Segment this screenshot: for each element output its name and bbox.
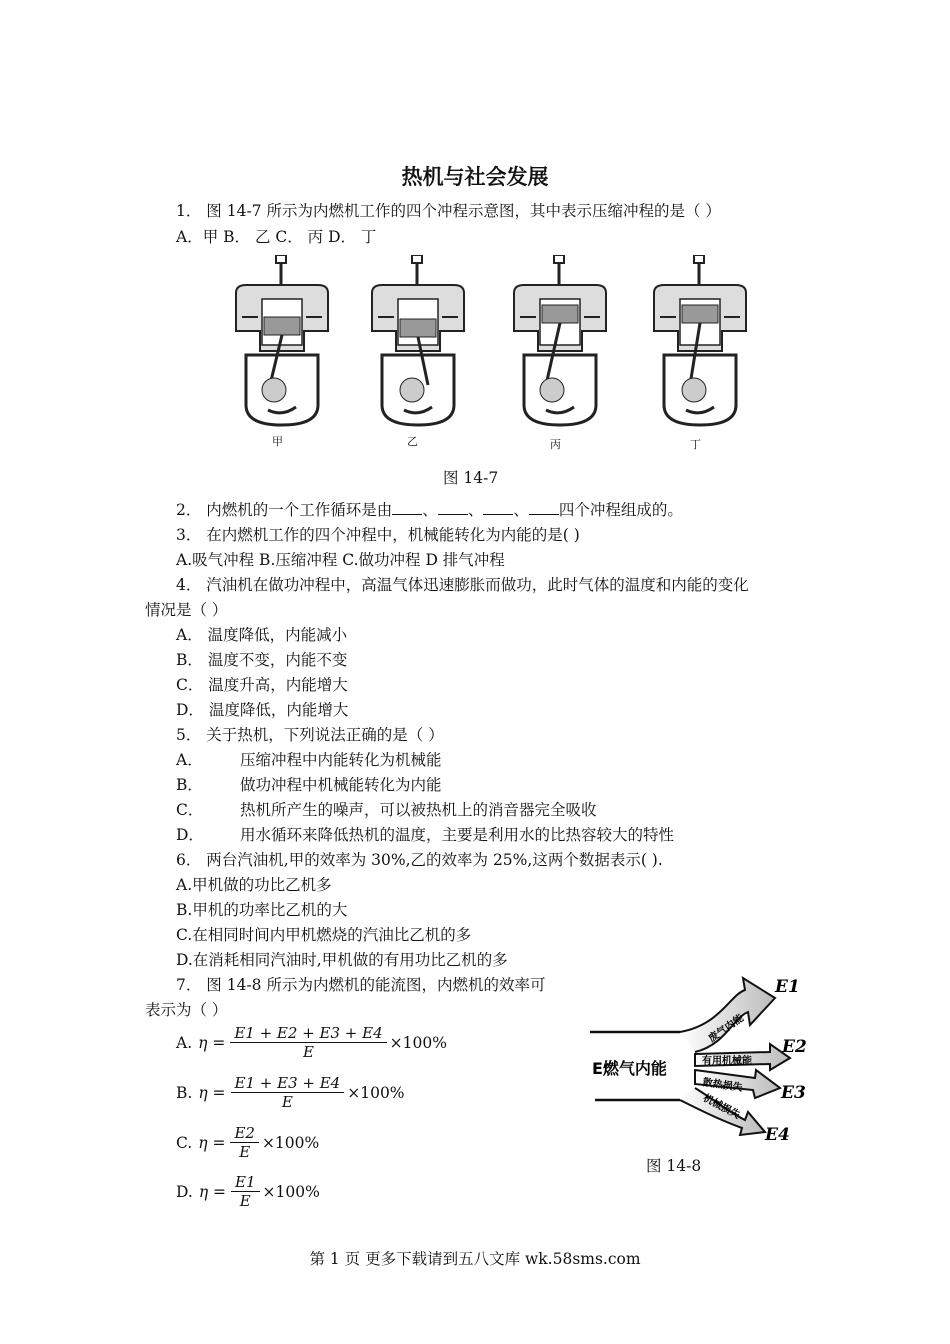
figure-caption-14-7: 图 14-7 <box>443 469 499 487</box>
q7-option-d <box>176 1173 320 1210</box>
flow-source-label: E燃气内能 <box>592 1059 667 1078</box>
fraction <box>230 1024 386 1061</box>
numerator: E1 + E3 + E4 <box>231 1074 345 1093</box>
engine-diagram-jia <box>232 255 332 430</box>
numerator: E1 + E2 + E3 + E4 <box>230 1024 386 1043</box>
output-e4: E4 <box>765 1125 790 1145</box>
percent-suffix: ×100% <box>347 1083 405 1102</box>
q6-option-a: A.甲机做的功比乙机多 <box>176 876 332 894</box>
engine-label-ding: 丁 <box>690 438 701 451</box>
eta-symbol: η = <box>198 1083 226 1102</box>
q1-options: A．甲 B． 乙 C． 丙 D． 丁 <box>176 228 377 246</box>
fraction <box>231 1173 260 1210</box>
q4-option-a: A． 温度降低，内能减小 <box>176 626 348 644</box>
q5-letter-a: A． <box>176 751 203 769</box>
numerator: E2 <box>230 1124 259 1143</box>
answer-blank[interactable] <box>483 500 513 515</box>
flow-label-exhaust: 废气内能 <box>706 1012 746 1045</box>
q3-options: A.吸气冲程 B.压缩冲程 C.做功冲程 D 排气冲程 <box>176 551 505 569</box>
denominator: E <box>239 1192 251 1210</box>
q6-option-c: C.在相同时间内甲机燃烧的汽油比乙机的多 <box>176 926 472 944</box>
q5-option-d: 用水循环来降低热机的温度，主要是利用水的比热容较大的特性 <box>240 826 675 844</box>
page-footer: 第 1 页 更多下载请到五八文库 wk.58sms.com <box>309 1250 641 1268</box>
answer-blank[interactable] <box>438 500 468 515</box>
q5-option-c: 热机所产生的噪声，可以被热机上的消音器完全吸收 <box>240 801 597 819</box>
q6-option-b: B.甲机的功率比乙机的大 <box>176 901 348 919</box>
engine-diagram-ding <box>650 255 750 430</box>
q2-suffix: 四个冲程组成的。 <box>558 501 683 519</box>
fraction <box>230 1124 259 1161</box>
option-letter: A. <box>176 1033 193 1052</box>
answer-blank[interactable] <box>529 500 559 515</box>
q3-stem: 3． 在内燃机工作的四个冲程中，机械能转化为内能的是( ) <box>176 526 580 544</box>
q5-letter-d: D． <box>176 826 204 844</box>
page-title: 热机与社会发展 <box>401 164 549 189</box>
engine-diagram-yi <box>368 255 468 430</box>
option-letter: D. <box>176 1182 193 1201</box>
q7-option-c <box>176 1124 319 1161</box>
q5-letter-b: B． <box>176 776 203 794</box>
q2-stem <box>176 500 683 520</box>
q6-stem: 6． 两台汽油机,甲的效率为 30%,乙的效率为 25%,这两个数据表示( ). <box>176 851 663 869</box>
figure-caption-14-8: 图 14-8 <box>646 1157 702 1175</box>
output-e3: E3 <box>781 1083 806 1103</box>
eta-symbol: η = <box>198 1133 226 1152</box>
separator: 、 <box>422 501 438 519</box>
engine-label-bing: 丙 <box>550 438 561 451</box>
q5-stem: 5． 关于热机，下列说法正确的是（ ） <box>176 726 444 744</box>
denominator: E <box>303 1043 314 1061</box>
denominator: E <box>281 1093 293 1111</box>
flow-label-mech-loss: 机械损失 <box>701 1092 742 1122</box>
q4-stem-cont: 情况是（ ） <box>145 601 228 619</box>
percent-suffix: ×100% <box>262 1182 320 1201</box>
separator: 、 <box>513 501 529 519</box>
answer-blank[interactable] <box>392 500 422 515</box>
engine-diagram-bing <box>510 255 610 430</box>
eta-symbol: η = <box>198 1033 226 1052</box>
engine-label-jia: 甲 <box>272 435 283 448</box>
percent-suffix: ×100% <box>389 1033 447 1052</box>
q7-option-b <box>176 1074 405 1111</box>
q2-prefix: 2． 内燃机的一个工作循环是由 <box>176 501 393 519</box>
option-letter: C. <box>176 1133 193 1152</box>
q5-letter-c: C． <box>176 801 204 819</box>
percent-suffix: ×100% <box>261 1133 320 1152</box>
q7-option-a <box>176 1024 447 1061</box>
engine-label-yi: 乙 <box>407 435 418 448</box>
q4-option-c: C． 温度升高，内能增大 <box>176 676 348 694</box>
q4-option-d: D． 温度降低，内能增大 <box>176 701 349 719</box>
q7-stem-cont: 表示为（ ） <box>145 1001 228 1019</box>
denominator: E <box>239 1143 251 1161</box>
separator: 、 <box>467 501 484 519</box>
output-e2: E2 <box>782 1037 807 1057</box>
eta-symbol: η = <box>198 1182 227 1201</box>
numerator: E1 <box>231 1173 260 1192</box>
q4-stem: 4． 汽油机在做功冲程中，高温气体迅速膨胀而做功，此时气体的温度和内能的变化 <box>176 576 749 594</box>
q6-option-d: D.在消耗相同汽油时,甲机做的有用功比乙机的多 <box>176 951 508 969</box>
energy-flow-diagram <box>585 970 815 1150</box>
option-letter: B. <box>176 1083 193 1102</box>
q1-stem: 1． 图 14-7 所示为内燃机工作的四个冲程示意图，其中表示压缩冲程的是（ ） <box>176 202 721 220</box>
q4-option-b: B． 温度不变，内能不变 <box>176 651 348 669</box>
q7-stem: 7． 图 14-8 所示为内燃机的能流图，内燃机的效率可 <box>176 976 546 994</box>
q5-option-a: 压缩冲程中内能转化为机械能 <box>240 751 442 769</box>
flow-label-useful: 有用机械能 <box>702 1056 752 1067</box>
fraction <box>231 1074 345 1111</box>
output-e1: E1 <box>775 977 800 997</box>
flow-label-heat-loss: 散热损失 <box>702 1077 744 1094</box>
q5-option-b: 做功冲程中机械能转化为内能 <box>240 776 442 794</box>
